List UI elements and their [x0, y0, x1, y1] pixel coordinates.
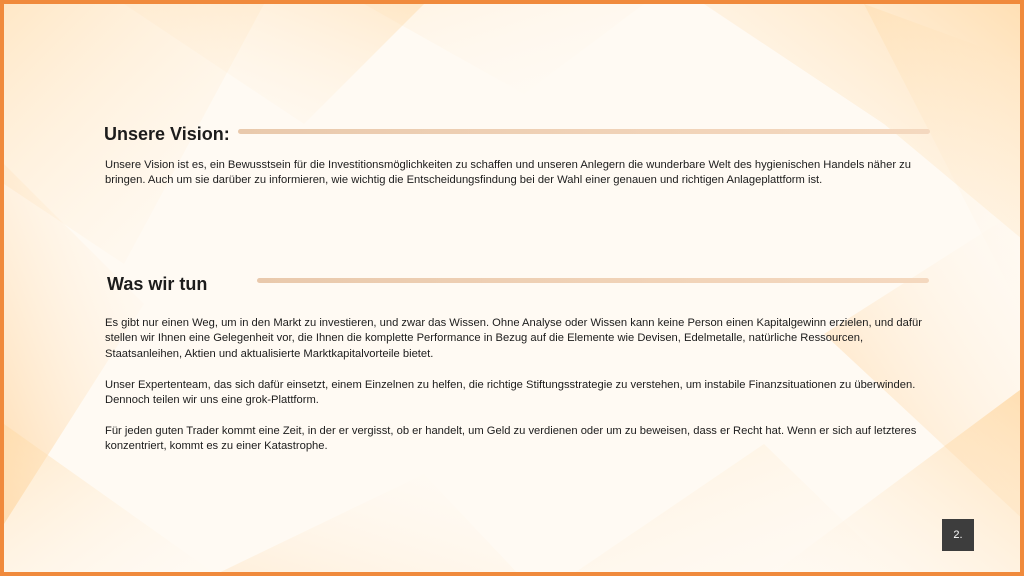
what-we-do-heading: Was wir tun [107, 274, 208, 294]
page-number: 2. [942, 519, 974, 551]
what-we-do-divider [257, 278, 929, 283]
vision-heading: Unsere Vision: [104, 124, 230, 144]
what-we-do-paragraph-1: Es gibt nur einen Weg, um in den Markt zu investieren, und zwar das Wissen. Ohne Analyse oder Wissen kann keine Person einen Kapitalgewinn erzielen, und dafür stellen wir Ihnen eine Gelegenheit vor, die Ihnen die komplette Performance in Bezug auf die Elemente wie Devisen, Edelmetalle, natürliche Ressourcen, Staatsanleihen, Aktien und aktualisierte Marktkapitalvorteile bietet. [105, 317, 922, 360]
what-we-do-text [105, 316, 935, 455]
what-we-do-paragraph-3: Für jeden guten Trader kommt eine Zeit, in der er vergisst, ob er handelt, um Geld zu verdienen oder um zu beweisen, dass er Recht hat. Wenn er sich auf letzteres konzentriert, kommt es zu einer Katastrophe. [105, 424, 917, 453]
what-we-do-paragraph-2: Unser Expertenteam, das sich dafür einsetzt, einem Einzelnen zu helfen, die richtige Stiftungsstrategie zu verstehen, um instabile Finanzsituationen zu überwinden. Dennoch teilen wir uns eine grok-Plattform. [105, 378, 916, 407]
vision-text [105, 158, 935, 189]
vision-divider [238, 129, 930, 134]
vision-paragraph: Unsere Vision ist es, ein Bewusstsein für die Investitionsmöglichkeiten zu schaffen und unseren Anlegern die wunderbare Welt des hygienischen Handels näher zu bringen. Auch um sie darüber zu informieren, wie wichtig die Entscheidungsfindung bei der Wahl einer genauen und richtigen Anlageplattform ist. [105, 159, 911, 187]
slide-content [4, 4, 1024, 576]
